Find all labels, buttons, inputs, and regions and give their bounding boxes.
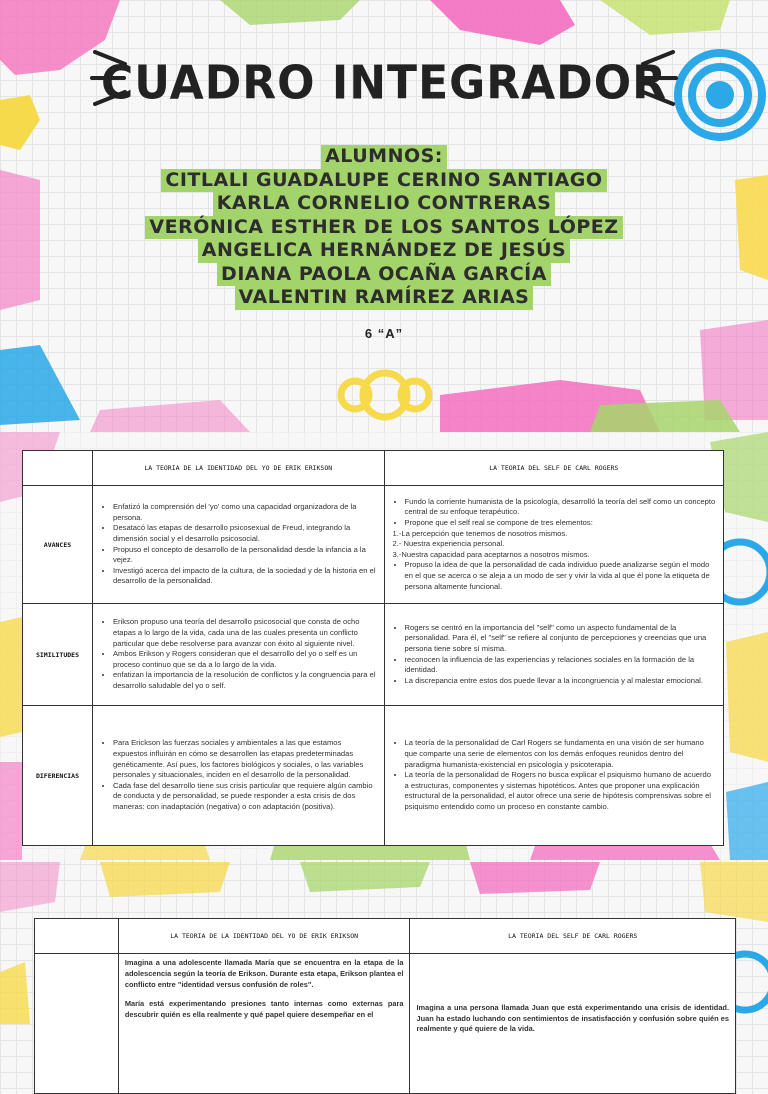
row-label-avances: AVANCES bbox=[23, 486, 93, 604]
paragraph: Imagina a una adolescente llamada María que se encuentra en la etapa de la adolescencia según la teoría de Erikson. Durante esta etapa, Erikson plantea el conflicto entre "identidad versus confusión de roles". bbox=[124, 958, 404, 989]
paragraph: Imagina a una persona llamada Juan que está experimentando una crisis de identidad. Juan ha estado luchando con sentimientos de insatisfacción y confusión sobre quién es realmente y qué quiere de la vida. bbox=[416, 1002, 729, 1034]
cell-rogers-similitudes bbox=[384, 604, 723, 706]
list-item: • reconocen la influencia de las experiencias y relaciones sociales en la formación de la identidad. bbox=[405, 655, 717, 676]
examples-table bbox=[34, 918, 736, 1094]
cell-erikson-example bbox=[118, 954, 410, 1094]
list-item: • Investigó acerca del impacto de la cultura, de la sociedad y de la historia en el desarrollo de la personalidad. bbox=[113, 566, 378, 587]
list-item: • Enfatizó la comprensión del 'yo' como una capacidad organizadora de la persona. bbox=[113, 502, 378, 523]
group-label: 6 “A” bbox=[364, 326, 404, 341]
table-row bbox=[35, 954, 736, 1094]
column-header-erikson: LA TEORIA DE LA IDENTIDAD DEL YO DE ERIK ERIKSON bbox=[92, 451, 384, 486]
table-corner-cell bbox=[35, 919, 119, 954]
cell-rogers-example bbox=[410, 954, 736, 1094]
table-row bbox=[23, 604, 724, 706]
list-item: • Para Erickson las fuerzas sociales y ambientales a las que estamos expuestos influirán en cómo se desarrollen las etapas predeterminadas genéticamente. Así pues, los factores biológicos y sociales, o las variables personales y situacionales, inciden en el desarrollo de la personalidad. bbox=[113, 738, 378, 780]
numbered-item: 2.- Nuestra experiencia personal. bbox=[392, 539, 505, 549]
cell-erikson-avances bbox=[92, 486, 384, 604]
list-item: • Propuso la idea de que la personalidad de cada individuo puede analizarse según el modo en el que se acerca o se aleja a un modo de ser y vivir la vida al que él pone la etiqueta de persona altamente funcional. bbox=[405, 560, 717, 592]
row-label-similitudes: SIMILITUDES bbox=[23, 604, 93, 706]
list-item: • Propuso el concepto de desarrollo de la personalidad desde la infancia a la vejez. bbox=[113, 545, 378, 566]
list-item: • Fundo la corriente humanista de la psicología, desarrolló la teoría del self como un concepto central de su enfoque terapéutico. bbox=[405, 497, 717, 518]
table-header-row bbox=[35, 919, 736, 954]
list-item: • Propone que el self real se compone de tres elementos: bbox=[405, 518, 717, 529]
list-item: • La teoría de la personalidad de Rogers no busca explicar el psiquismo humano de acuerdo a estructuras, componentes y sistemas hipotéticos. Antes que proponer una explicación estructural de la personalidad, el autor ofrece una serie de hipótesis comprensivas sobre el psiquismo entendido como un proceso en constante cambio. bbox=[405, 770, 717, 812]
list-item: • enfatizan la importancia de la resolución de conflictos y la congruencia para el desarrollo saludable del yo o self. bbox=[113, 670, 378, 691]
page-title: CUADRO INTEGRADOR bbox=[101, 56, 667, 111]
list-item: • Ambos Erikson y Rogers consideran que el desarrollo del yo o self es un proceso continuo que se da a lo largo de la vida. bbox=[113, 649, 378, 670]
column-header-rogers: LA TEORIA DEL SELF DE CARL ROGERS bbox=[384, 451, 723, 486]
table-row bbox=[23, 706, 724, 846]
student-name: DIANA PAOLA OCAÑA GARCÍA bbox=[217, 263, 551, 287]
column-header-rogers: LA TEORIA DEL SELF DE CARL ROGERS bbox=[410, 919, 736, 954]
column-header-erikson: LA TEORIA DE LA IDENTIDAD DEL YO DE ERIK ERIKSON bbox=[118, 919, 410, 954]
students-block bbox=[0, 145, 768, 310]
comparison-table bbox=[22, 450, 724, 846]
table-row bbox=[23, 486, 724, 604]
list-item: • Rogers se centró en la importancia del "self" como un aspecto fundamental de la personalidad. Para él, el "self" se refiere al conjunto de percepciones y creencias que una persona tiene sobre sí misma. bbox=[405, 623, 717, 655]
student-name: KARLA CORNELIO CONTRERAS bbox=[213, 192, 556, 216]
table-header-row bbox=[23, 451, 724, 486]
numbered-item: 1.-La percepción que tenemos de nosotros mismos. bbox=[392, 528, 568, 538]
table-corner-cell bbox=[23, 451, 93, 486]
cover-slide bbox=[0, 0, 768, 432]
cell-rogers-avances bbox=[384, 486, 723, 604]
comparison-slide bbox=[0, 432, 768, 860]
cell-erikson-diferencias bbox=[92, 706, 384, 846]
paragraph: María está experimentando presiones tanto internas como externas para descubrir quién es ella realmente y qué papel quiere desempeñar en el bbox=[124, 999, 404, 1020]
cell-rogers-diferencias bbox=[384, 706, 723, 846]
row-label-empty bbox=[35, 954, 119, 1094]
numbered-item: 3.-Nuestra capacidad para aceptarnos a nosotros mismos. bbox=[392, 549, 590, 559]
list-item: • Desatacó las etapas de desarrollo psicosexual de Freud, integrando la dimensión social y el desarrollo psicosocial. bbox=[113, 523, 378, 544]
student-name: VERÓNICA ESTHER DE LOS SANTOS LÓPEZ bbox=[145, 216, 622, 240]
student-name: ANGELICA HERNÁNDEZ DE JESÚS bbox=[198, 239, 571, 263]
list-item: • Erikson propuso una teoría del desarrollo psicosocial que consta de ocho etapas a lo largo de la vida, cada una de las cuales presenta un conflicto particular que debe resolverse para avanzar con éxito al siguiente nivel. bbox=[113, 617, 378, 649]
student-name: CITLALI GUADALUPE CERINO SANTIAGO bbox=[161, 169, 606, 193]
list-item: • Cada fase del desarrollo tiene sus crisis particular que requiere algún cambio de conducta y de personalidad, se puede responder a esta crisis de dos maneras: con inadaptación (negativa) o con adaptación (positiva). bbox=[113, 781, 378, 813]
examples-slide bbox=[0, 862, 768, 1034]
cell-erikson-similitudes bbox=[92, 604, 384, 706]
student-name: VALENTIN RAMÍREZ ARIAS bbox=[235, 286, 534, 310]
row-label-diferencias: DIFERENCIAS bbox=[23, 706, 93, 846]
list-item: • La discrepancia entre estos dos puede llevar a la incongruencia y al malestar emocional. bbox=[405, 676, 717, 687]
list-item: • La teoría de la personalidad de Carl Rogers se fundamenta en una visión de ser humano que comparte una serie de elementos con los demás enfoques reunidos dentro del paradigma humanista-existencial en psicología y psicoterapia. bbox=[405, 738, 717, 770]
students-label: ALUMNOS: bbox=[321, 145, 447, 169]
